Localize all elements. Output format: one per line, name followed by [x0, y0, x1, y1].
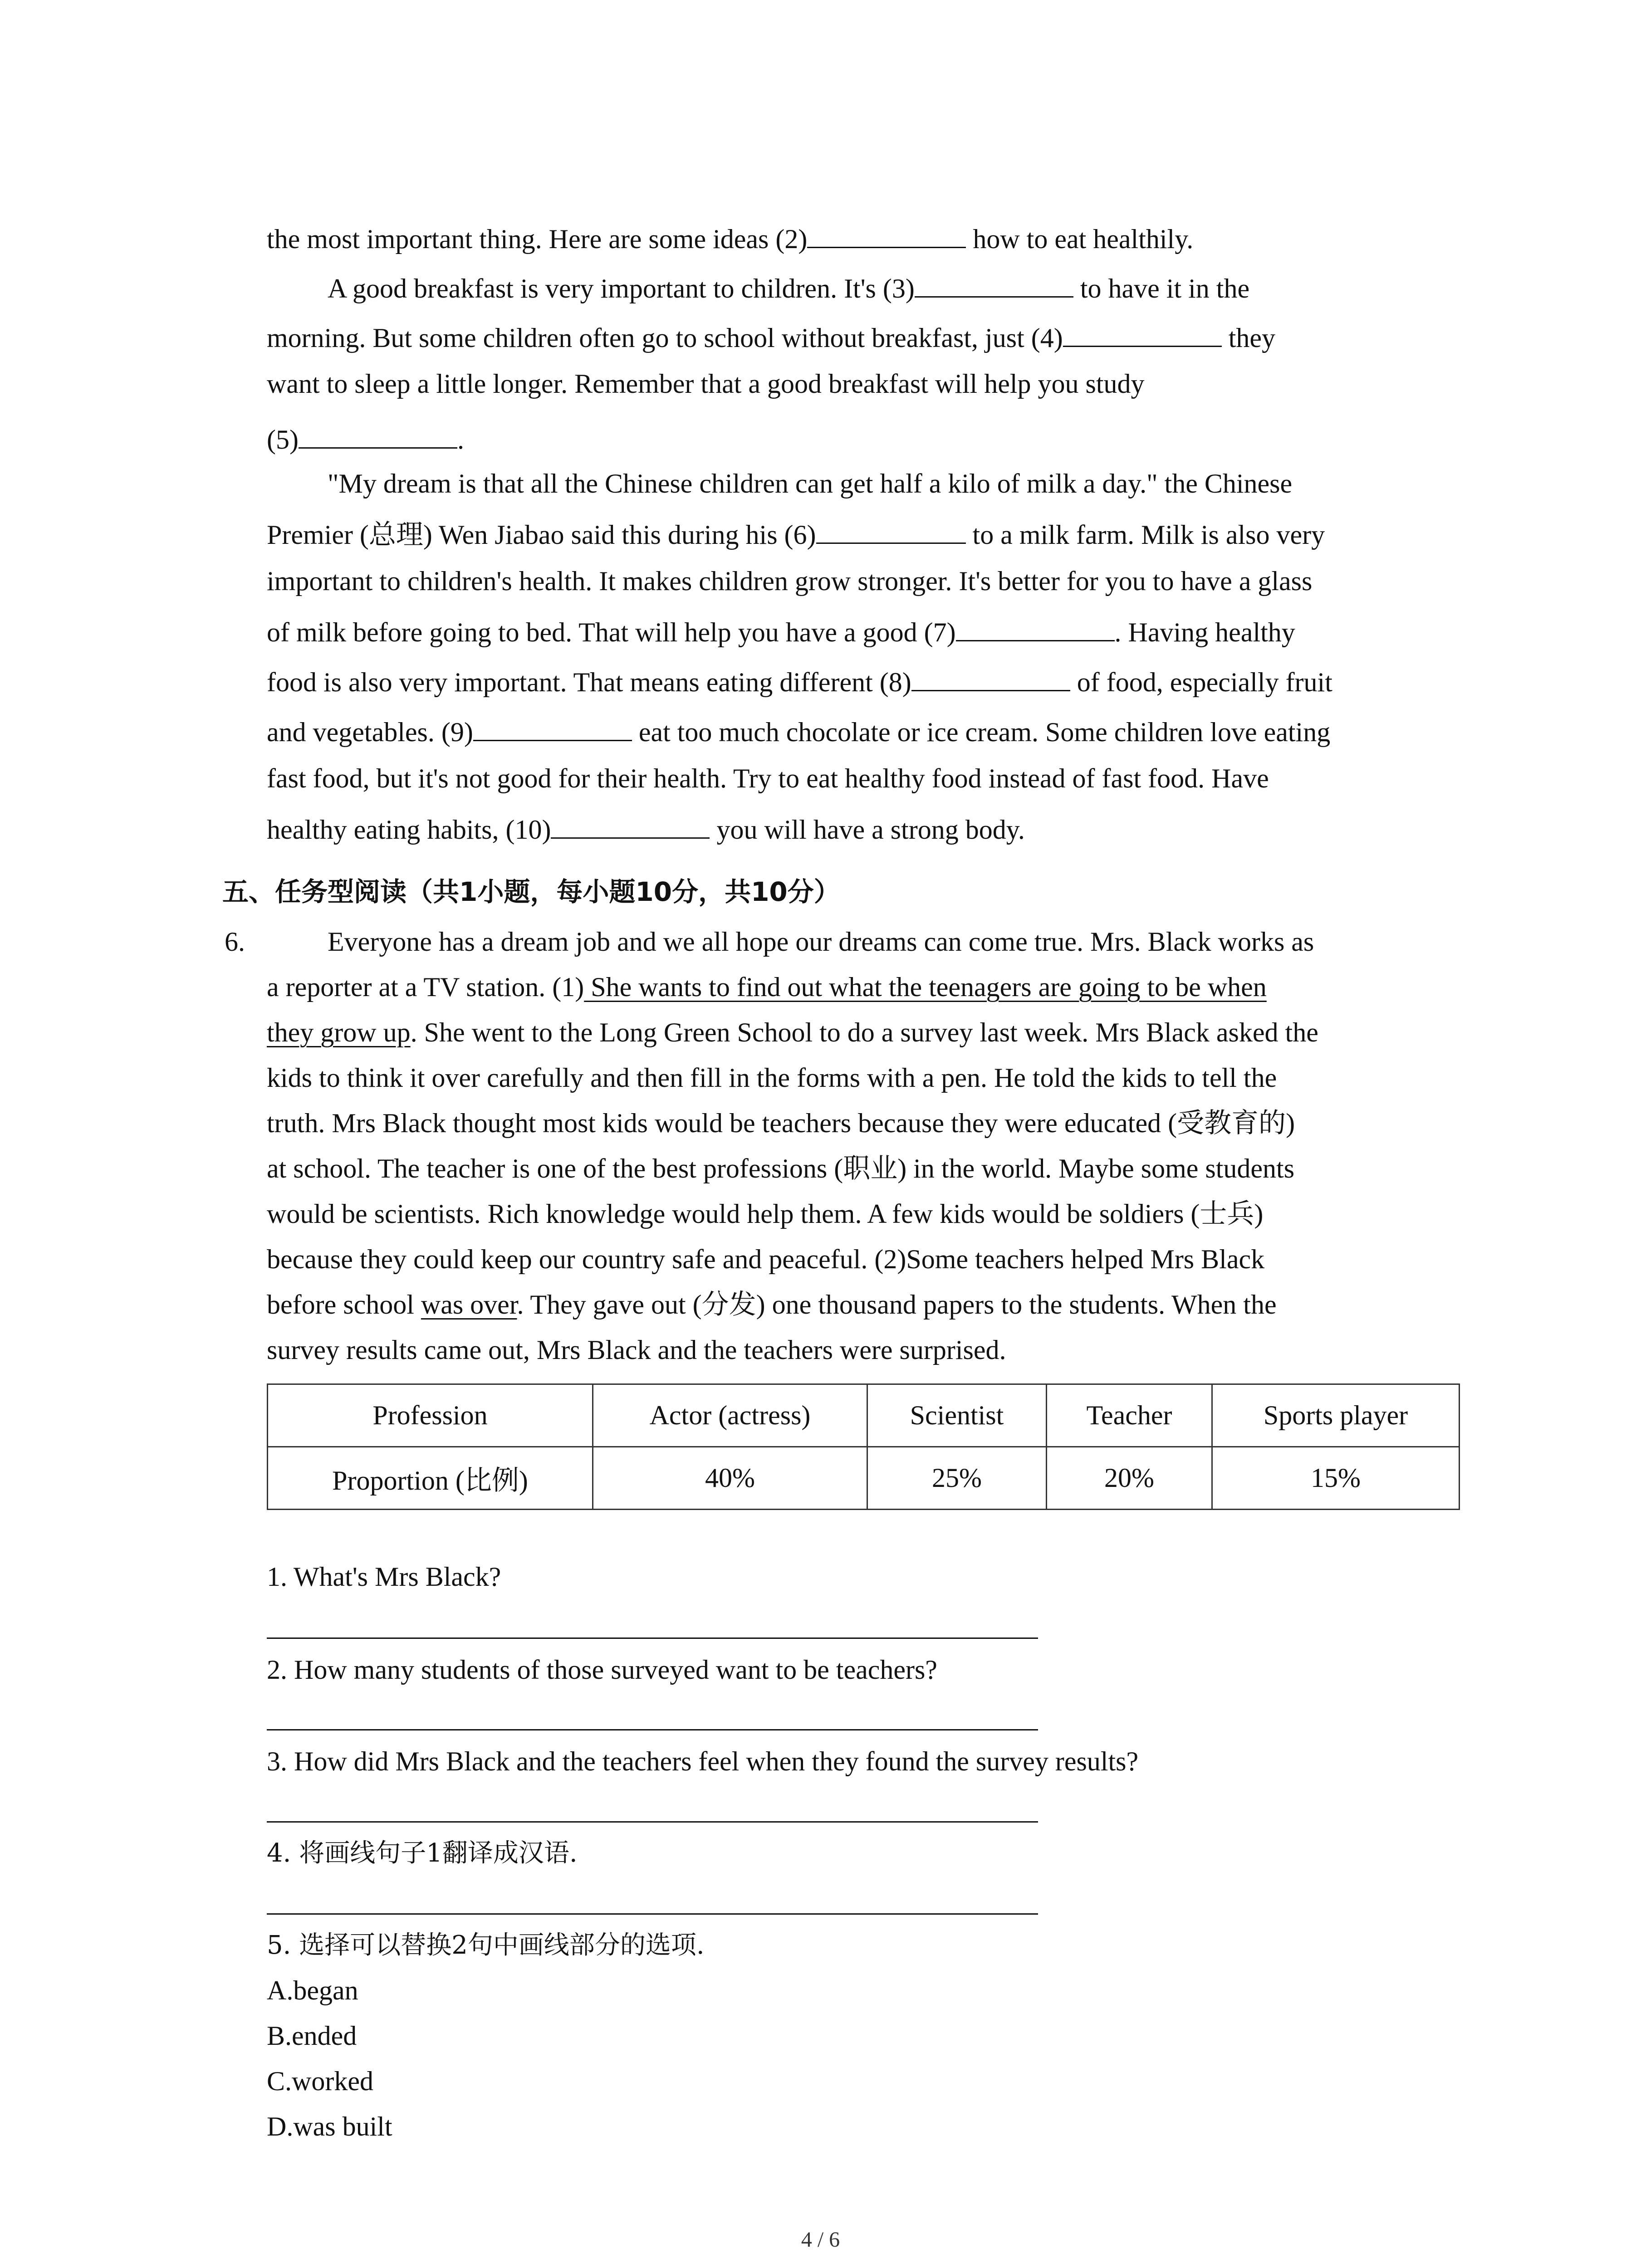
passage-line-1: [267, 221, 1193, 255]
passage-line-9: [267, 615, 1295, 649]
reading-text: would be scientists. Rich knowledge would help them. A few kids would be soldiers (士兵): [267, 1199, 1264, 1229]
answer-blank-7[interactable]: [956, 615, 1115, 641]
reading-line-8: [267, 1243, 1264, 1276]
passage-line-7: [267, 517, 1325, 551]
passage-text: .: [457, 425, 464, 455]
passage-text: . Having healthy: [1114, 617, 1295, 647]
reading-text: truth. Mrs Black thought most kids would be teachers because they were educated (受教育的): [267, 1108, 1295, 1138]
option-b[interactable]: B.ended: [267, 2021, 357, 2051]
answer-blank-4[interactable]: [1063, 320, 1222, 347]
answer-blank-8[interactable]: [911, 665, 1070, 691]
passage-text: important to children's health. It makes children grow stronger. It's better for you to have a glass: [267, 566, 1313, 596]
option-c[interactable]: C.worked: [267, 2066, 373, 2096]
section-heading: 五、任务型阅读（共1小题，每小题10分，共10分）: [222, 876, 840, 907]
passage-text: food is also very important. That means eating different (8): [267, 667, 911, 697]
passage-text: (5): [267, 425, 299, 455]
passage-text: A good breakfast is very important to children. It's (3): [328, 274, 915, 303]
passage-text: morning. But some children often go to school without breakfast, just (4): [267, 323, 1063, 353]
passage-line-11: [267, 714, 1330, 748]
answer-blank-10[interactable]: [551, 812, 710, 839]
reading-text: a reporter at a TV station. (1): [267, 972, 584, 1002]
table-cell: 20%: [1047, 1447, 1212, 1510]
answer-blank-9[interactable]: [473, 714, 632, 741]
passage-line-2: [328, 271, 1249, 305]
answer-blank-5[interactable]: [299, 422, 457, 449]
question-4: 4. 将画线句子1翻译成汉语.: [267, 1838, 578, 1868]
reading-line-3: [267, 1016, 1318, 1049]
page-number: 4 / 6: [801, 2228, 840, 2252]
passage-text: they: [1221, 323, 1276, 353]
passage-line-13: [267, 812, 1025, 846]
passage-text: you will have a strong body.: [710, 815, 1025, 845]
reading-line-2: [267, 971, 1267, 1003]
survey-table: [267, 1383, 1460, 1510]
table-cell: Proportion (比例): [268, 1447, 593, 1510]
passage-text: "My dream is that all the Chinese children can get half a kilo of milk a day." the Chinese: [328, 469, 1293, 499]
question-5: 5. 选择可以替换2句中画线部分的选项.: [267, 1931, 705, 1960]
answer-line-1[interactable]: [267, 1637, 1038, 1639]
table-row: [268, 1384, 1460, 1447]
reading-text: because they could keep our country safe and peaceful. (2)Some teachers helped Mrs Black: [267, 1244, 1265, 1274]
option-a[interactable]: A.began: [267, 1975, 358, 2005]
reading-text: . She went to the Long Green School to do a survey last week. Mrs Black asked the: [410, 1017, 1318, 1047]
reading-text: Everyone has a dream job and we all hope our dreams can come true. Mrs. Black works as: [328, 927, 1314, 957]
underlined-phrase-2: was over: [421, 1290, 517, 1320]
passage-text: fast food, but it's not good for their health. Try to eat healthy food instead of fast food. Have: [267, 763, 1269, 793]
reading-line-6: [267, 1152, 1294, 1185]
passage-text: eat too much chocolate or ice cream. Some children love eating: [632, 717, 1331, 747]
table-cell: 15%: [1212, 1447, 1460, 1510]
reading-text: at school. The teacher is one of the best professions (职业) in the world. Maybe some students: [267, 1154, 1295, 1183]
question-1: 1. What's Mrs Black?: [267, 1562, 501, 1592]
reading-text: survey results came out, Mrs Black and the teachers were surprised.: [267, 1335, 1006, 1365]
underlined-sentence-1: She wants to find out what the teenagers are going to be when: [584, 972, 1267, 1002]
passage-line-12: [267, 762, 1269, 795]
passage-text: to have it in the: [1073, 274, 1250, 303]
reading-line-7: [267, 1198, 1263, 1230]
table-cell: Sports player: [1212, 1384, 1460, 1447]
passage-text: to a milk farm. Milk is also very: [965, 520, 1325, 550]
passage-line-8: [267, 565, 1312, 597]
underlined-sentence-1-end: they grow up: [267, 1017, 411, 1047]
table-row: [268, 1447, 1460, 1510]
answer-line-4[interactable]: [267, 1913, 1038, 1915]
option-d[interactable]: D.was built: [267, 2112, 392, 2141]
reading-line-4: [267, 1061, 1277, 1094]
reading-text: before school: [267, 1290, 421, 1320]
reading-text: . They gave out (分发) one thousand papers to the students. When the: [517, 1290, 1277, 1320]
passage-line-6: [328, 467, 1292, 500]
answer-blank-2[interactable]: [807, 221, 966, 248]
passage-text: Premier (总理) Wen Jiabao said this during his (6): [267, 520, 816, 550]
table-cell: Profession: [268, 1384, 593, 1447]
answer-blank-6[interactable]: [816, 517, 966, 544]
passage-text: how to eat healthily.: [966, 224, 1194, 254]
reading-line-5: [267, 1107, 1295, 1139]
reading-line-10: [267, 1334, 1006, 1366]
reading-text: kids to think it over carefully and then fill in the forms with a pen. He told the kids to tell the: [267, 1063, 1277, 1093]
passage-text: and vegetables. (9): [267, 717, 473, 747]
passage-line-4: [267, 367, 1145, 400]
table-cell: Actor (actress): [593, 1384, 867, 1447]
passage-text: the most important thing. Here are some ideas (2): [267, 224, 808, 254]
table-cell: 40%: [593, 1447, 867, 1510]
passage-line-10: [267, 665, 1332, 699]
question-3: 3. How did Mrs Black and the teachers feel when they found the survey results?: [267, 1746, 1139, 1776]
passage-line-3: [267, 320, 1275, 354]
passage-line-5: [267, 422, 464, 456]
table-cell: Scientist: [867, 1384, 1047, 1447]
passage-text: of food, especially fruit: [1070, 667, 1332, 697]
reading-line-1: [328, 925, 1314, 958]
answer-line-3[interactable]: [267, 1821, 1038, 1823]
answer-line-2[interactable]: [267, 1729, 1038, 1730]
table-cell: Teacher: [1047, 1384, 1212, 1447]
passage-text: of milk before going to bed. That will help you have a good (7): [267, 617, 956, 647]
question-number: 6.: [225, 927, 245, 957]
question-2: 2. How many students of those surveyed want to be teachers?: [267, 1655, 937, 1685]
reading-line-9: [267, 1288, 1277, 1321]
answer-blank-3[interactable]: [915, 271, 1073, 298]
table-cell: 25%: [867, 1447, 1047, 1510]
passage-text: healthy eating habits, (10): [267, 815, 551, 845]
passage-text: want to sleep a little longer. Remember that a good breakfast will help you study: [267, 369, 1145, 399]
